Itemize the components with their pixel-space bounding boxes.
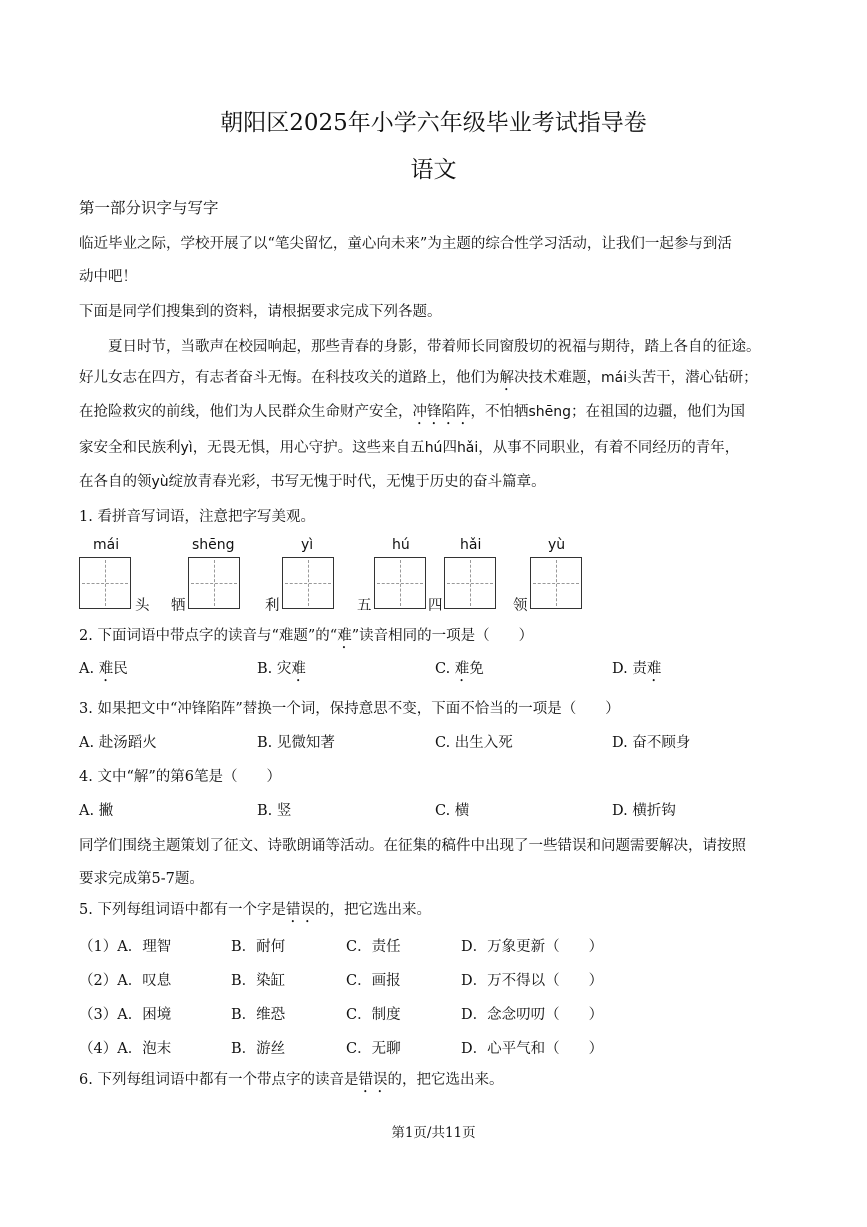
passage-line-2: 好儿女志在四方，有志者奋斗无悔。在科技攻关的道路上，他们为解决技术难题，mái头苦干，潜心钻研； — [79, 370, 758, 386]
pinyin-yu: yù — [151, 474, 169, 490]
q5-row-2-b[interactable]: B．染缸 — [231, 973, 286, 989]
intro-line-2: 动中吧！ — [79, 269, 137, 285]
writing-box-3[interactable] — [282, 557, 334, 609]
dotted-word-chongfengxianzhen: 冲锋陷阵 — [412, 404, 471, 420]
q4-option-d[interactable]: D. 横折钩 — [612, 803, 676, 819]
q2-option-b[interactable]: B. 灾难 — [257, 661, 306, 677]
q1-char-wu: 五 — [357, 598, 372, 614]
pinyin-hu: hú — [424, 440, 443, 456]
q5-row-4-d[interactable]: D．心平气和（ ） — [461, 1041, 604, 1057]
q1-char-li: 利 — [265, 598, 280, 614]
q5-row-4-a[interactable]: （4）A．泡末 — [79, 1041, 172, 1057]
q5-row-2-a[interactable]: （2）A．叹息 — [79, 973, 172, 989]
writing-box-2[interactable] — [188, 557, 240, 609]
q2-option-a[interactable]: A. 难民 — [79, 661, 128, 677]
q5-row-4-b[interactable]: B．游丝 — [231, 1041, 286, 1057]
passage-line-4: 家安全和民族利yì，无畏无惧，用心守护。这些来自五hú四hǎi，从事不同职业，有着不同经历的青年， — [79, 440, 740, 456]
question-3: 3. 如果把文中“冲锋陷阵”替换一个词，保持意思不变，下面不恰当的一项是（ ） — [79, 701, 620, 717]
q4-option-b[interactable]: B. 竖 — [257, 803, 292, 819]
q2-option-c[interactable]: C. 难免 — [435, 661, 484, 677]
q5-row-1-d[interactable]: D．万象更新（ ） — [461, 939, 604, 955]
q1-pinyin-3: yì — [301, 537, 314, 553]
question-4: 4. 文中“解”的第6笔是（ ） — [79, 769, 281, 785]
question-6: 6. 下列每组词语中都有一个带点字的读音是错误的，把它选出来。 — [79, 1072, 504, 1088]
q5-row-1-c[interactable]: C．责任 — [346, 939, 401, 955]
page-footer: 第1页/共11页 — [391, 1125, 476, 1141]
writing-box-4[interactable] — [374, 557, 426, 609]
document-subject: 语文 — [410, 157, 457, 183]
pinyin-mai: mái — [601, 370, 628, 386]
q1-pinyin-5: hǎi — [460, 537, 482, 553]
q3-option-d[interactable]: D. 奋不顾身 — [612, 735, 691, 751]
q5-row-3-b[interactable]: B．维恐 — [231, 1007, 286, 1023]
pinyin-hai: hǎi — [456, 440, 479, 456]
pinyin-sheng: shēng — [528, 404, 572, 420]
pinyin-yi: yì — [180, 440, 193, 456]
q3-option-b[interactable]: B. 见微知著 — [257, 735, 335, 751]
writing-box-1[interactable] — [79, 557, 131, 609]
q5-row-3-d[interactable]: D．念念叨叨（ ） — [461, 1007, 604, 1023]
writing-box-5[interactable] — [444, 557, 496, 609]
q2-option-d[interactable]: D. 责难 — [612, 661, 662, 677]
document-title: 朝阳区2025年小学六年级毕业考试指导卷 — [220, 110, 647, 136]
question-2: 2. 下面词语中带点字的读音与“难题”的“难”读音相同的一项是（ ） — [79, 628, 534, 644]
dotted-char-jie: 解 — [499, 370, 514, 386]
intro-3-line-1: 同学们围绕主题策划了征文、诗歌朗诵等活动。在征集的稿件中出现了一些错误和问题需要解决，请按照 — [79, 838, 746, 854]
writing-box-6[interactable] — [530, 557, 582, 609]
q5-row-2-d[interactable]: D．万不得以（ ） — [461, 973, 604, 989]
q3-option-a[interactable]: A. 赴汤蹈火 — [79, 735, 157, 751]
question-1: 1. 看拼音写词语，注意把字写美观。 — [79, 509, 315, 525]
q1-pinyin-2: shēng — [192, 537, 235, 553]
passage-line-3: 在抢险救灾的前线，他们为人民群众生命财产安全，冲锋陷阵，不怕牺shēng；在祖国的边疆，他们为国 — [79, 404, 746, 420]
section-heading: 第一部分识字与写字 — [79, 199, 219, 217]
q4-option-c[interactable]: C. 横 — [435, 803, 470, 819]
q1-char-tou: 头 — [135, 598, 150, 614]
passage-line-1: 夏日时节，当歌声在校园响起，那些青春的身影，带着师长同窗殷切的祝福与期待，踏上各自的征途。 — [108, 339, 761, 355]
q5-row-1-b[interactable]: B．耐何 — [231, 939, 286, 955]
q1-char-ling: 领 — [513, 598, 528, 614]
q3-option-c[interactable]: C. 出生入死 — [435, 735, 513, 751]
intro-line-1: 临近毕业之际，学校开展了以“笔尖留忆，童心向未来”为主题的综合性学习活动，让我们一起参与到活 — [79, 236, 732, 252]
q5-row-3-c[interactable]: C．制度 — [346, 1007, 401, 1023]
q5-row-2-c[interactable]: C．画报 — [346, 973, 401, 989]
q1-pinyin-1: mái — [93, 537, 120, 553]
q1-pinyin-6: yù — [548, 537, 566, 553]
intro-2: 下面是同学们搜集到的资料，请根据要求完成下列各题。 — [79, 304, 442, 320]
q5-row-4-c[interactable]: C．无聊 — [346, 1041, 401, 1057]
intro-3-line-2: 要求完成第5-7题。 — [79, 871, 204, 887]
q1-char-si: 四 — [428, 598, 443, 614]
passage-line-5: 在各自的领yù绽放青春光彩，书写无愧于时代，无愧于历史的奋斗篇章。 — [79, 474, 546, 490]
q1-char-xi: 牺 — [171, 598, 186, 614]
q1-pinyin-4: hú — [392, 537, 410, 553]
q5-row-1-a[interactable]: （1）A．理智 — [79, 939, 172, 955]
q4-option-a[interactable]: A. 撇 — [79, 803, 114, 819]
q5-row-3-a[interactable]: （3）A．困境 — [79, 1007, 172, 1023]
question-5: 5. 下列每组词语中都有一个字是错误的，把它选出来。 — [79, 902, 431, 918]
